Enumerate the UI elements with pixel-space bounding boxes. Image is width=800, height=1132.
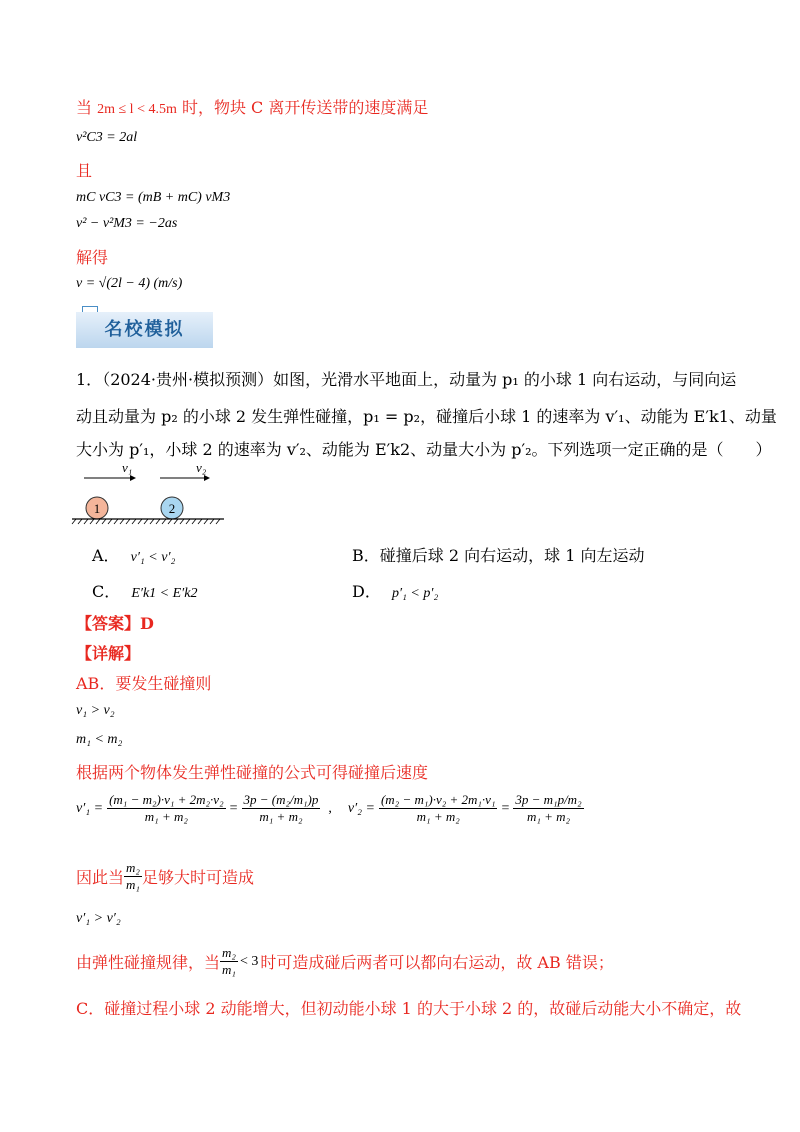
ab-heading: AB．要发生碰撞则 (76, 674, 212, 693)
v1p-frac-1 (107, 792, 226, 825)
question-line-1 (76, 367, 736, 390)
v1p-frac-1-den: m₁ + m₂ (144, 809, 188, 824)
label-v1: v₁ (122, 460, 133, 475)
option-a[interactable] (92, 543, 175, 566)
v1p-frac-2 (242, 792, 321, 825)
option-c-letter: C． (92, 582, 121, 601)
v2p-frac-1 (379, 792, 498, 825)
ground-hatching (72, 519, 220, 524)
question-text-1: （2024·贵州·模拟预测）如图，光滑水平地面上，动量为 p₁ 的小球 1 向右运动，与同向运 (102, 370, 737, 389)
hence-suffix: 足够大时可造成 (141, 868, 254, 887)
text-solve: 解得 (76, 248, 109, 267)
v2p-frac-1-num: (m₂ − m₁)·v₂ + 2m₁·v₁ (380, 792, 496, 807)
ball-2-label: 2 (168, 501, 176, 516)
hence-frac-den: m₁ (126, 877, 140, 892)
option-c-text: E′k1 < E′k2 (131, 586, 198, 601)
math-range: 2m ≤ l < 4.5m (97, 102, 177, 117)
text-and: 且 (76, 161, 93, 180)
result-inequality: v′₁ > v′₂ (76, 911, 121, 926)
formula-intro: 根据两个物体发生弹性碰撞的公式可得碰撞后速度 (76, 763, 429, 782)
v2p-frac-2-num: 3p − m₁p/m₂ (515, 792, 582, 807)
v2p-frac-2-den: m₁ + m₂ (526, 809, 571, 824)
answer-label: 【答案】D (76, 614, 154, 633)
ball-1-label: 1 (93, 501, 101, 516)
eq-momentum: mC vC3 = (mB + mC) vM3 (76, 190, 231, 205)
c-heading: C．碰撞过程小球 2 动能增大，但初动能小球 1 的大于小球 2 的，故碰后动能大小不确定，故 (76, 999, 742, 1018)
rule-frac-den: m₁ (222, 962, 236, 977)
cond-mass: m₁ < m₂ (76, 732, 123, 747)
rule-frac (220, 945, 238, 978)
option-b-text: 碰撞后球 2 向右运动，球 1 向左运动 (379, 546, 645, 565)
option-b-letter: B． (352, 546, 380, 565)
v2p-lhs: v′₂ = (347, 800, 375, 816)
hence-frac (124, 860, 142, 893)
v2p-frac-2 (513, 792, 583, 825)
option-a-letter: A． (92, 546, 120, 565)
section-banner (76, 306, 213, 348)
eq-result-v: v = √(2l − 4) (m/s) (76, 276, 183, 291)
option-d[interactable] (352, 579, 438, 602)
rule-line (76, 945, 614, 978)
rule-mid: < 3 (239, 953, 259, 969)
option-d-letter: D． (352, 582, 381, 601)
question-line-3: 大小为 p′₁，小球 2 的速率为 v′₂、动能为 E′k2、动量大小为 p′₂。下列选项一定正确的是（ ） (76, 440, 772, 459)
condition-line (76, 95, 428, 118)
option-a-text: v′₁ < v′₂ (130, 550, 176, 565)
question-line-2: 动且动量为 p₂ 的小球 2 发生弹性碰撞，p₁ = p₂，碰撞后小球 1 的速率为 v′₁、动能为 E′k1、动量 (76, 407, 777, 426)
hence-prefix: 因此当 (76, 868, 125, 887)
v1p-frac-2-den: m₁ + m₂ (259, 809, 303, 824)
option-d-text: p′₁ < p′₂ (391, 586, 439, 601)
detail-label: 【详解】 (76, 644, 141, 663)
eq-kinematic: v² − v²M3 = −2as (76, 216, 178, 231)
banner-label: 名校模拟 (104, 319, 185, 340)
cond-velocity: v₁ > v₂ (76, 703, 115, 718)
velocity-formulas: v′₁ = $\frac{\text{(m₁ − m₂)·v₁ + 2m₂·v₂}}{\text{m₁ + m₂}}$ = $\frac{\text{3p − (m₂/m₁)p}}{\text{m₁ + m₂}}$ , v′₂ = $\frac{\text{(m₂ − m₁)·v₂ + 2m₁·v₁}}{\text{m₁ + m₂}}$ = $\frac{\text{3p − m₁p/m₂}}{\text{m₁ + m₂}}$ (76, 792, 582, 824)
text-suffix: 时，物块 C 离开传送带的速度满足 (181, 98, 429, 117)
label-v2: v₂ (196, 460, 207, 475)
hence-line (76, 860, 254, 893)
v1p-lhs: v′₁ = (76, 800, 104, 816)
eq-vc3: v²C3 = 2al (76, 130, 138, 145)
rule-prefix: 由弹性碰撞规律，当 (76, 953, 221, 972)
collision-figure (70, 460, 230, 526)
option-b[interactable] (352, 543, 644, 566)
hence-frac-num: m₂ (126, 860, 140, 875)
option-c[interactable] (92, 579, 197, 602)
v1p-frac-2-num: 3p − (m₂/m₁)p (243, 792, 319, 807)
rule-suffix: 时可造成碰后两者可以都向右运动，故 AB 错误； (260, 953, 614, 972)
text-prefix: 当 (76, 98, 93, 117)
v2p-frac-1-den: m₁ + m₂ (416, 809, 460, 824)
question-number: 1． (76, 370, 103, 389)
rule-frac-num: m₂ (222, 945, 236, 960)
v1p-frac-1-num: (m₁ − m₂)·v₁ + 2m₂·v₂ (109, 792, 224, 807)
